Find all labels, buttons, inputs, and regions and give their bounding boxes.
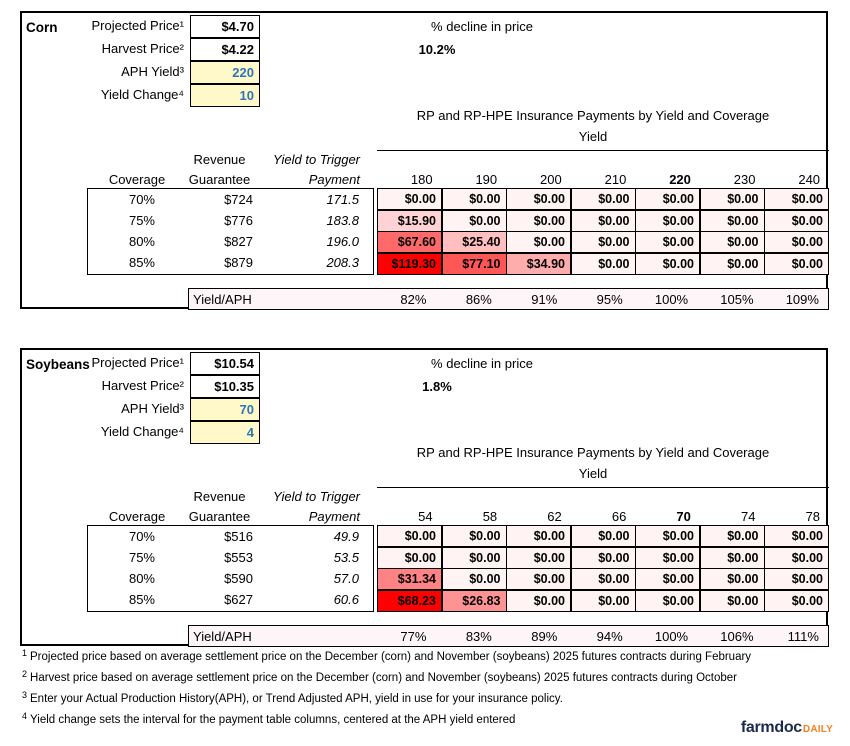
payment-cell: $0.00 [701, 189, 764, 209]
yield-column-header: 62 [547, 509, 562, 524]
payment-cell: $0.00 [443, 569, 506, 589]
crop-label: Soybeans [26, 357, 90, 372]
yield-axis-underline [377, 150, 829, 151]
payment-cell: $0.00 [765, 569, 828, 589]
payment-cell: $0.00 [701, 211, 764, 231]
trigger-header-line1: Yield to Trigger [273, 152, 360, 167]
revenue-guarantee: $590 [224, 571, 253, 586]
yield-column-header: 220 [669, 172, 691, 187]
payment-cell: $0.00 [378, 548, 441, 568]
payment-cell: $0.00 [507, 211, 570, 231]
coverage-row [88, 210, 373, 231]
yield-aph-values [370, 629, 828, 644]
footnote-number: 1 [22, 648, 28, 658]
payment-cell: $0.00 [507, 232, 570, 252]
coverage-row [88, 589, 373, 610]
yield-to-trigger: 196.0 [326, 234, 359, 249]
payment-cell: $0.00 [443, 211, 506, 231]
yield-aph-value: 83% [465, 628, 492, 644]
payment-cell: $0.00 [636, 526, 699, 546]
coverage-table [87, 525, 374, 612]
coverage-header: Coverage [108, 172, 166, 187]
yield-change-label: Yield Change⁴ [100, 424, 184, 439]
footnote-3 [22, 690, 563, 705]
yield-aph-value: 89% [531, 628, 558, 644]
revenue-guarantee: $627 [224, 592, 253, 607]
payment-cell: $0.00 [507, 569, 570, 589]
payments-table-title: RP and RP-HPE Insurance Payments by Yield and Coverage [416, 108, 770, 123]
payment-cell: $0.00 [636, 591, 699, 611]
payment-cell: $0.00 [378, 526, 441, 546]
payment-cell: $0.00 [378, 189, 441, 209]
coverage-level: 70% [128, 529, 155, 544]
payment-cell: $0.00 [636, 232, 699, 252]
footnote-text: Yield change sets the interval for the payment table columns, centered at the APH yield entered [30, 714, 516, 726]
payment-cell: $119.30 [378, 254, 441, 274]
payment-cell: $0.00 [636, 569, 699, 589]
revenue-guarantee: $553 [224, 550, 253, 565]
payment-cell: $0.00 [572, 548, 635, 568]
footnote-number: 3 [22, 690, 28, 700]
footnote-2 [22, 669, 737, 684]
revenue-guarantee: $724 [224, 192, 253, 207]
payment-cell: $26.83 [443, 591, 506, 611]
payments-table-title: RP and RP-HPE Insurance Payments by Yield and Coverage [416, 445, 770, 460]
yield-aph-value: 95% [596, 291, 623, 307]
yield-aph-values [370, 292, 828, 307]
payment-cell: $0.00 [765, 254, 828, 274]
payment-cell: $34.90 [507, 254, 570, 274]
payment-cell: $0.00 [572, 232, 635, 252]
decline-in-price-label: % decline in price [431, 19, 533, 34]
coverage-level: 75% [128, 213, 155, 228]
harvest-price-label: Harvest Price² [101, 378, 184, 393]
payment-cell: $0.00 [765, 591, 828, 611]
payment-cell: $0.00 [636, 254, 699, 274]
decline-in-price-value: 10.2% [418, 42, 456, 57]
yield-column-header: 210 [604, 172, 627, 187]
yield-column-header: 180 [410, 172, 433, 187]
revenue-guarantee: $827 [224, 234, 253, 249]
payment-cell: $0.00 [636, 548, 699, 568]
yield-column-header: 190 [475, 172, 498, 187]
payment-grid [377, 188, 829, 275]
footnote-number: 2 [22, 669, 28, 679]
revenue-header-line1: Revenue [193, 152, 246, 167]
yield-column-header: 200 [540, 172, 562, 187]
soybeans-section [20, 348, 828, 646]
crop-label: Corn [26, 20, 58, 35]
projected-price-label: Projected Price¹ [91, 18, 184, 33]
payment-cell: $0.00 [507, 591, 570, 611]
yield-aph-row [188, 625, 829, 647]
payment-cell: $77.10 [443, 254, 506, 274]
revenue-header-line1: Revenue [193, 489, 246, 504]
logo-farmdoc-text: farmdoc [740, 719, 802, 736]
yield-column-header: 78 [805, 509, 821, 524]
footnote-text: Projected price based on average settlement price on the December (corn) and November (soybeans) 2025 futures contracts during February [30, 651, 752, 663]
yield-aph-row [188, 288, 829, 310]
payment-cell: $67.60 [378, 232, 441, 252]
coverage-row [88, 252, 373, 273]
coverage-table [87, 188, 374, 275]
payment-cell: $0.00 [572, 569, 635, 589]
aph-yield-label: APH Yield³ [121, 64, 184, 79]
yield-column-header: 74 [741, 509, 756, 524]
harvest-price-label: Harvest Price² [101, 41, 184, 56]
aph-yield-cell[interactable]: 70 [190, 398, 260, 421]
yield-column-header: 70 [676, 509, 691, 524]
yield-aph-value: 105% [720, 291, 754, 307]
footnote-number: 4 [22, 711, 28, 721]
yield-aph-label: Yield/APH [193, 291, 252, 307]
yield-aph-value: 77% [400, 628, 427, 644]
coverage-level: 70% [128, 192, 155, 207]
harvest-price-cell[interactable]: $4.22 [190, 38, 260, 61]
coverage-level: 80% [128, 234, 155, 249]
coverage-row [88, 231, 373, 252]
payment-cell: $0.00 [572, 526, 635, 546]
payment-cell: $0.00 [765, 548, 828, 568]
yield-aph-value: 86% [465, 291, 492, 307]
payment-cell: $0.00 [443, 526, 506, 546]
footnote-text: Harvest price based on average settlement price on the December (corn) and November (soybeans) 2025 futures contracts during October [30, 672, 737, 684]
payment-cell: $68.23 [378, 591, 441, 611]
payment-cell: $0.00 [765, 189, 828, 209]
payment-cell: $0.00 [701, 569, 764, 589]
payment-cell: $0.00 [636, 189, 699, 209]
projected-price-label: Projected Price¹ [91, 355, 184, 370]
revenue-header-line2: Guarantee [188, 172, 251, 187]
yield-aph-value: 82% [400, 291, 427, 307]
yield-to-trigger: 60.6 [333, 592, 359, 607]
corn-section [20, 11, 828, 309]
revenue-header-line2: Guarantee [188, 509, 251, 524]
yield-column-header: 66 [611, 509, 627, 524]
payment-cell: $0.00 [572, 591, 635, 611]
projected-price-cell[interactable]: $10.54 [190, 352, 260, 375]
yield-axis-label: Yield [578, 129, 608, 144]
trigger-header-line2: Payment [308, 172, 360, 187]
yield-aph-value: 91% [531, 291, 558, 307]
payment-cell: $0.00 [572, 189, 635, 209]
yield-column-header: 58 [482, 509, 498, 524]
coverage-level: 80% [128, 571, 155, 586]
payment-cell: $0.00 [701, 254, 764, 274]
payment-cell: $0.00 [636, 211, 699, 231]
payment-cell: $31.34 [378, 569, 441, 589]
trigger-header-line1: Yield to Trigger [273, 489, 360, 504]
payment-cell: $0.00 [701, 591, 764, 611]
payment-cell: $0.00 [507, 548, 570, 568]
trigger-header-line2: Payment [308, 509, 360, 524]
harvest-price-cell[interactable]: $10.35 [190, 375, 260, 398]
payment-cell: $0.00 [765, 211, 828, 231]
yield-header-row [377, 509, 829, 524]
yield-change-cell[interactable]: 10 [190, 84, 260, 107]
payment-cell: $0.00 [765, 232, 828, 252]
coverage-level: 85% [128, 592, 155, 607]
payment-cell: $25.40 [443, 232, 506, 252]
yield-to-trigger: 171.5 [326, 192, 359, 207]
payment-cell: $0.00 [443, 189, 506, 209]
yield-aph-value: 100% [654, 291, 689, 307]
payment-cell: $0.00 [572, 211, 635, 231]
payment-grid [377, 525, 829, 612]
revenue-guarantee: $776 [224, 213, 253, 228]
yield-aph-label: Yield/APH [193, 628, 252, 644]
farmdoc-daily-logo [741, 719, 833, 737]
coverage-row [88, 189, 373, 210]
aph-yield-label: APH Yield³ [121, 401, 184, 416]
yield-change-label: Yield Change⁴ [100, 87, 184, 102]
yield-axis-label: Yield [578, 466, 608, 481]
payment-cell: $0.00 [507, 526, 570, 546]
yield-aph-value: 94% [596, 628, 623, 644]
coverage-header: Coverage [108, 509, 166, 524]
footnote-text: Enter your Actual Production History(APH), or Trend Adjusted APH, yield in use for your insurance policy. [30, 693, 563, 705]
yield-to-trigger: 57.0 [333, 571, 359, 586]
yield-header-row [377, 172, 829, 187]
payment-cell: $15.90 [378, 211, 441, 231]
decline-in-price-value: 1.8% [422, 379, 452, 394]
decline-in-price-label: % decline in price [431, 356, 533, 371]
logo-daily-text: DAILY [802, 724, 833, 735]
aph-yield-cell[interactable]: 220 [190, 61, 260, 84]
footnote-4 [22, 711, 516, 726]
payment-cell: $0.00 [765, 526, 828, 546]
revenue-guarantee: $879 [224, 255, 253, 270]
payment-cell: $0.00 [701, 548, 764, 568]
yield-aph-value: 111% [787, 628, 819, 644]
payment-cell: $0.00 [507, 189, 570, 209]
payment-cell: $0.00 [572, 254, 635, 274]
yield-to-trigger: 183.8 [326, 213, 359, 228]
yield-column-header: 240 [798, 172, 821, 187]
yield-to-trigger: 208.3 [326, 255, 359, 270]
coverage-row [88, 526, 373, 547]
coverage-level: 75% [128, 550, 155, 565]
yield-axis-underline [377, 487, 829, 488]
coverage-row [88, 568, 373, 589]
yield-aph-value: 109% [785, 291, 819, 307]
yield-change-cell[interactable]: 4 [190, 421, 260, 444]
payment-cell: $0.00 [701, 526, 764, 546]
coverage-level: 85% [128, 255, 155, 270]
payment-cell: $0.00 [701, 232, 764, 252]
yield-aph-value: 106% [720, 628, 754, 644]
revenue-guarantee: $516 [224, 529, 253, 544]
yield-column-header: 230 [733, 172, 756, 187]
payment-cell: $0.00 [443, 548, 506, 568]
yield-column-header: 54 [418, 509, 433, 524]
yield-to-trigger: 53.5 [333, 550, 359, 565]
yield-to-trigger: 49.9 [333, 529, 359, 544]
yield-aph-value: 100% [654, 628, 689, 644]
footnote-1 [22, 648, 752, 663]
projected-price-cell[interactable]: $4.70 [190, 15, 260, 38]
coverage-row [88, 547, 373, 568]
